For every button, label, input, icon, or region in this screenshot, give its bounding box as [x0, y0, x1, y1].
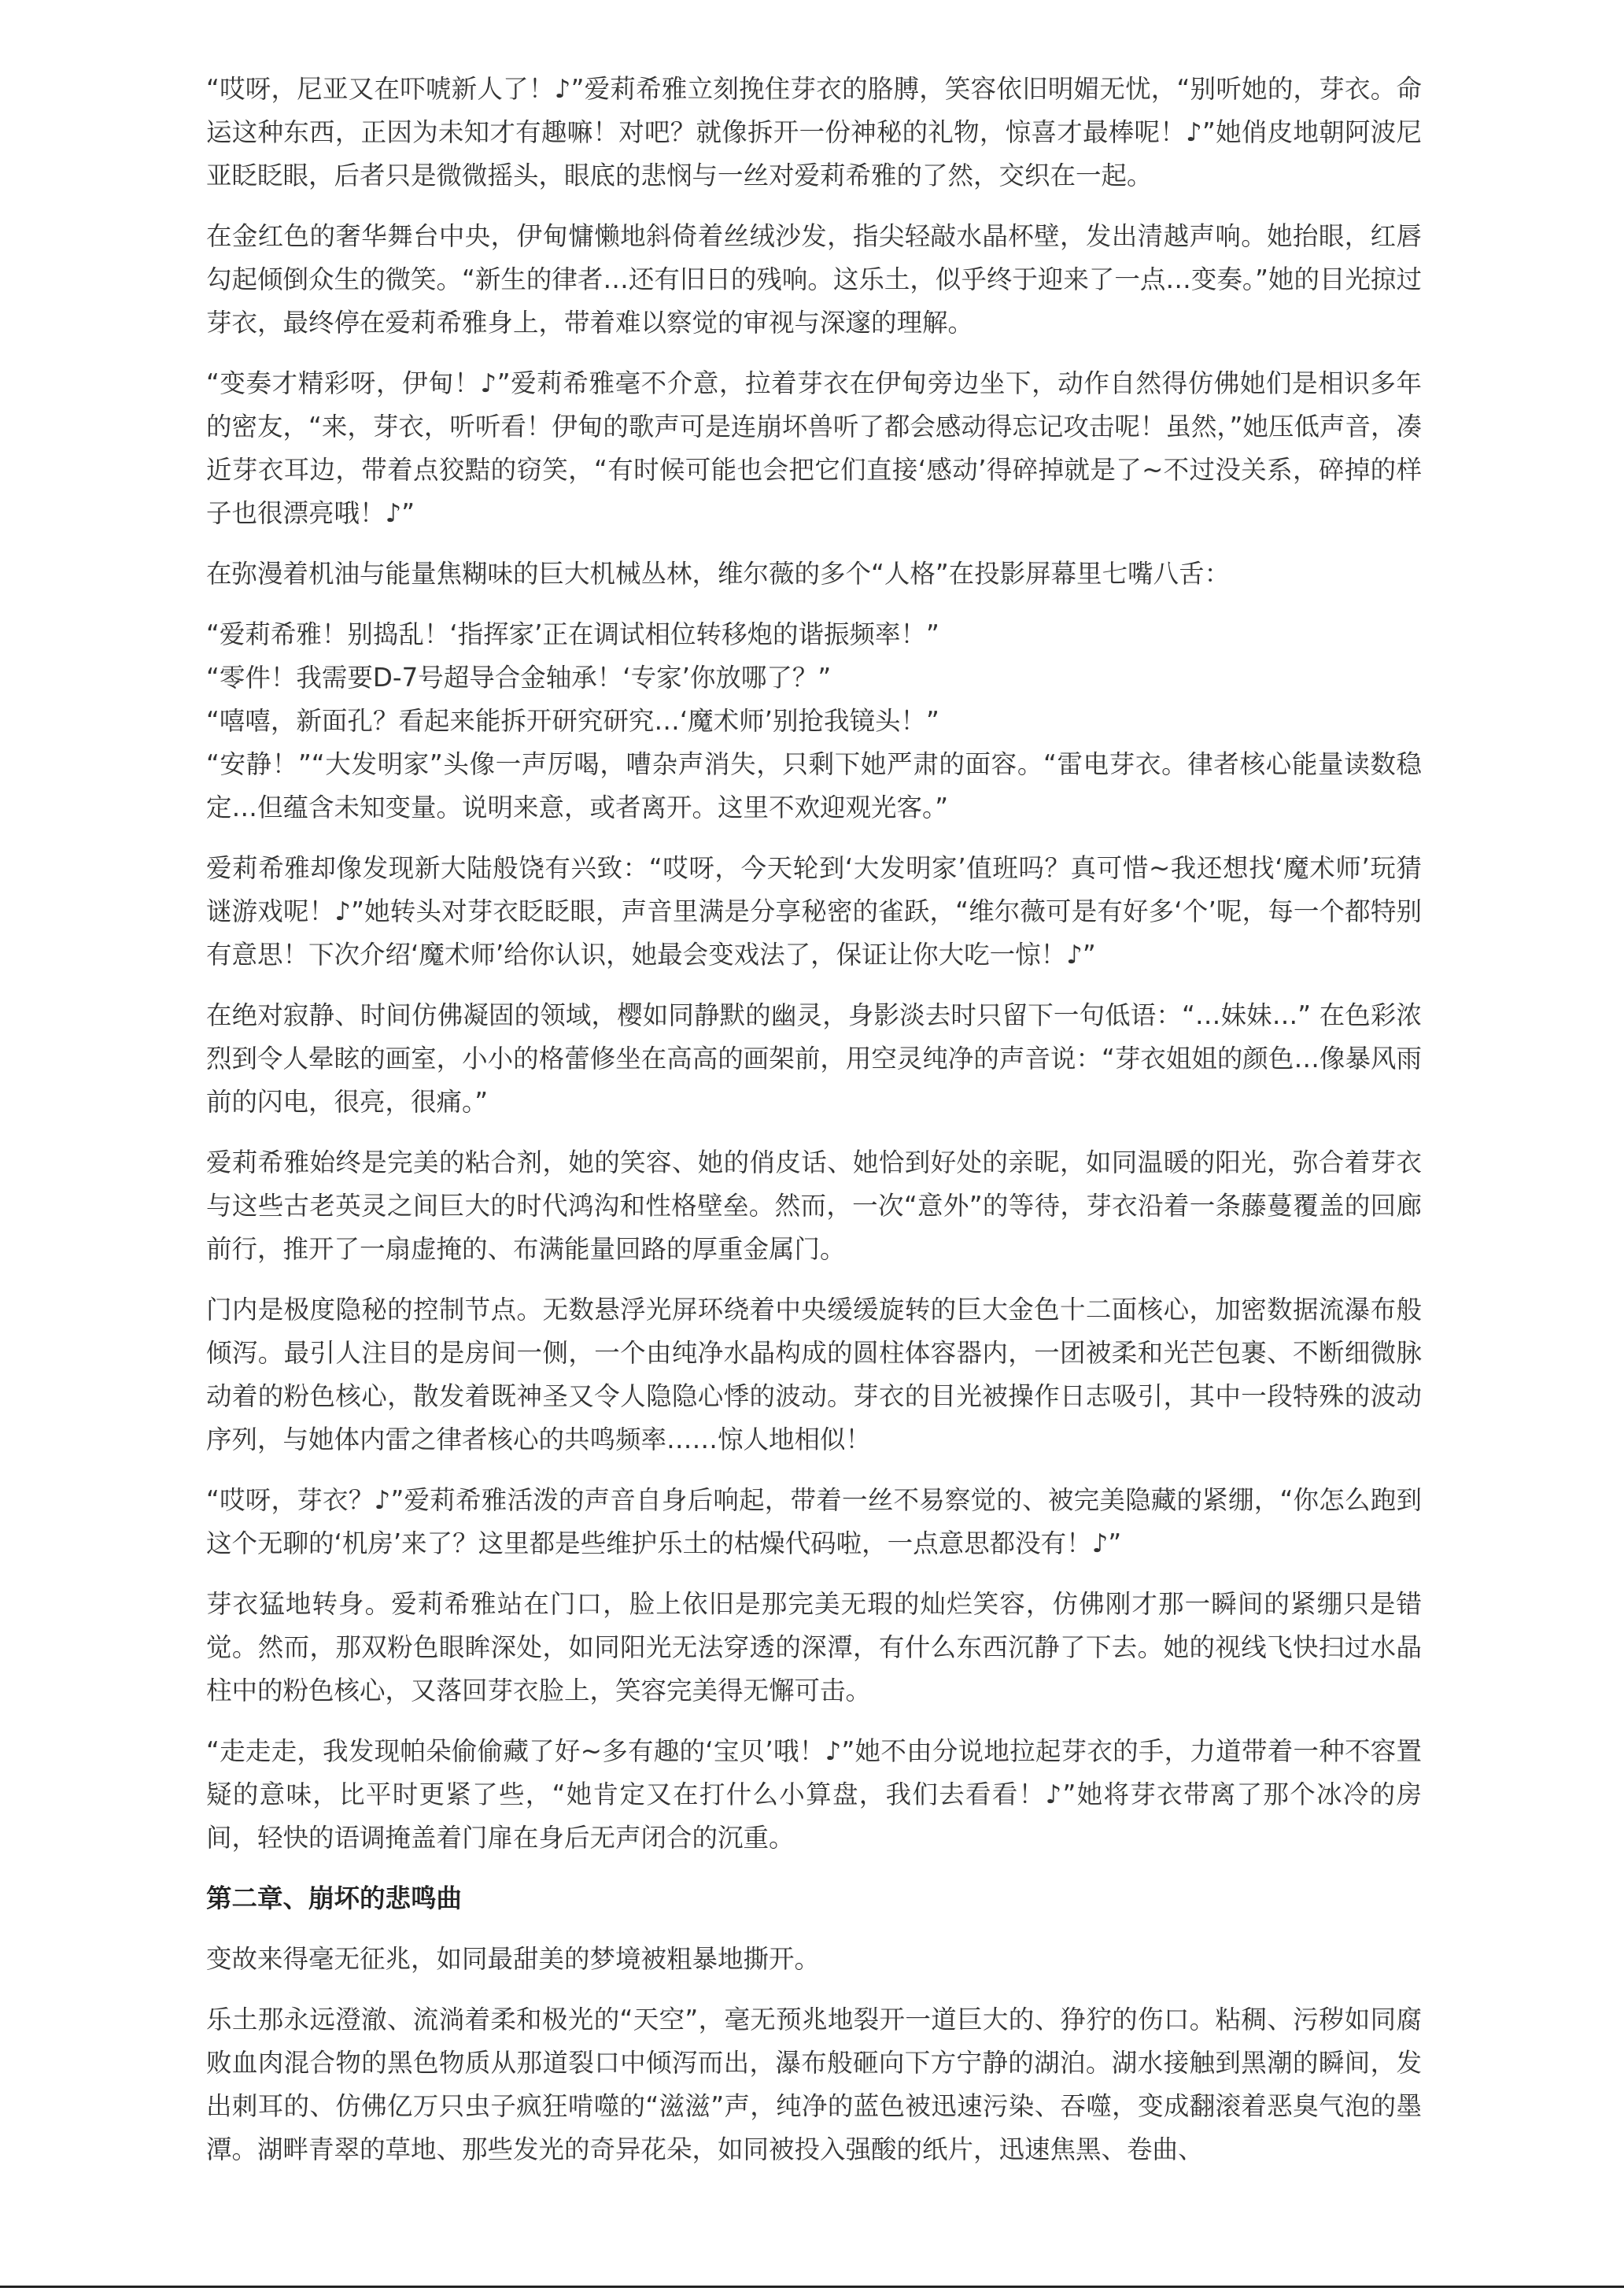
chapter-title: 第二章、崩坏的悲鸣曲	[206, 1883, 463, 1913]
paragraph: 门内是极度隐秘的控制节点。无数悬浮光屏环绕着中央缓缓旋转的巨大金色十二面核心，加密数据流瀑布般倾泻。最引人注目的是房间一侧，一个由纯净水晶构成的圆柱体容器内，一团被柔和光芒包裹、不断细微脉动着的粉色核心，散发着既神圣又令人隐隐心悸的波动。芽衣的目光被操作日志吸引，其中一段特殊的波动序列，与她体内雷之律者核心的共鸣频率……惊人地相似！	[206, 1295, 1422, 1454]
paragraph: 芽衣猛地转身。爱莉希雅站在门口，脸上依旧是那完美无瑕的灿烂笑容，仿佛刚才那一瞬间的紧绷只是错觉。然而，那双粉色眼眸深处，如同阳光无法穿透的深潭，有什么东西沉静了下去。她的视线飞快扫过水晶柱中的粉色核心，又落回芽衣脸上，笑容完美得无懈可击。	[206, 1589, 1422, 1706]
paragraph: 在弥漫着机油与能量焦糊味的巨大机械丛林，维尔薇的多个“人格”在投影屏幕里七嘴八舌：	[206, 559, 1231, 589]
paragraph: 乐土那永远澄澈、流淌着柔和极光的“天空”，毫无预兆地裂开一道巨大的、狰狞的伤口。粘稠、污秽如同腐败血肉混合物的黑色物质从那道裂口中倾泻而出，瀑布般砸向下方宁静的湖泊。湖水接触到黑潮的瞬间，发出刺耳的、仿佛亿万只虫子疯狂啃噬的“滋滋”声，纯净的蓝色被迅速污染、吞噬，变成翻滚着恶臭气泡的墨潭。湖畔青翠的草地、那些发光的奇异花朵，如同被投入强酸的纸片，迅速焦黑、卷曲、	[206, 2005, 1422, 2164]
paragraph: “哎呀，芽衣？♪”爱莉希雅活泼的声音自身后响起，带着一丝不易察觉的、被完美隐藏的紧绷，“你怎么跑到这个无聊的‘机房’来了？这里都是些维护乐土的枯燥代码啦，一点意思都没有！♪”	[206, 1485, 1422, 1558]
dialogue-line: “爱莉希雅！别捣乱！‘指挥家’正在调试相位转移炮的谐振频率！”	[206, 619, 939, 649]
paragraph: 在绝对寂静、时间仿佛凝固的领域，樱如同静默的幽灵，身影淡去时只留下一句低语：“…妹妹…” 在色彩浓烈到令人晕眩的画室，小小的格蕾修坐在高高的画架前，用空灵纯净的声音说：“芽衣姐姐的颜色…像暴风雨前的闪电，很亮，很痛。”	[206, 1000, 1422, 1117]
dialogue-line: “零件！我需要D-7号超导合金轴承！‘专家’你放哪了？”	[206, 663, 832, 693]
paragraph: “走走走，我发现帕朵偷偷藏了好~多有趣的‘宝贝’哦！♪”她不由分说地拉起芽衣的手，力道带着一种不容置疑的意味，比平时更紧了些，“她肯定又在打什么小算盘，我们去看看！♪”她将芽衣带离了那个冰冷的房间，轻快的语调掩盖着门扉在身后无声闭合的沉重。	[206, 1736, 1422, 1853]
document-body	[206, 68, 1422, 2189]
paragraph: 爱莉希雅却像发现新大陆般饶有兴致：“哎呀，今天轮到‘大发明家’值班吗？真可惜~我还想找‘魔术师’玩猜谜游戏呢！♪”她转头对芽衣眨眨眼，声音里满是分享秘密的雀跃，“维尔薇可是有好多‘个’呢，每一个都特别有意思！下次介绍‘魔术师’给你认识，她最会变戏法了，保证让你大吃一惊！♪”	[206, 853, 1422, 970]
paragraph: “哎呀，尼亚又在吓唬新人了！♪”爱莉希雅立刻挽住芽衣的胳膊，笑容依旧明媚无忧，“别听她的，芽衣。命运这种东西，正因为未知才有趣嘛！对吧？就像拆开一份神秘的礼物，惊喜才最棒呢！♪”她俏皮地朝阿波尼亚眨眨眼，后者只是微微摇头，眼底的悲悯与一丝对爱莉希雅的了然，交织在一起。	[206, 74, 1422, 190]
paragraph: 在金红色的奢华舞台中央，伊甸慵懒地斜倚着丝绒沙发，指尖轻敲水晶杯壁，发出清越声响。她抬眼，红唇勾起倾倒众生的微笑。“新生的律者…还有旧日的残响。这乐土，似乎终于迎来了一点…变奏。”她的目光掠过芽衣，最终停在爱莉希雅身上，带着难以察觉的审视与深邃的理解。	[206, 221, 1422, 338]
persona-dialogue-block	[206, 613, 1422, 830]
dialogue-line: “嘻嘻，新面孔？看起来能拆开研究研究…‘魔术师’别抢我镜头！”	[206, 706, 939, 736]
paragraph: “变奏才精彩呀，伊甸！♪”爱莉希雅毫不介意，拉着芽衣在伊甸旁边坐下，动作自然得仿佛她们是相识多年的密友，“来，芽衣，听听看！伊甸的歌声可是连崩坏兽听了都会感动得忘记攻击呢！虽然，”她压低声音，凑近芽衣耳边，带着点狡黠的窃笑，“有时候可能也会把它们直接‘感动’得碎掉就是了~不过没关系，碎掉的样子也很漂亮哦！♪”	[206, 368, 1422, 528]
paragraph: 爱莉希雅始终是完美的粘合剂，她的笑容、她的俏皮话、她恰到好处的亲昵，如同温暖的阳光，弥合着芽衣与这些古老英灵之间巨大的时代鸿沟和性格壁垒。然而，一次“意外”的等待，芽衣沿着一条藤蔓覆盖的回廊前行，推开了一扇虚掩的、布满能量回路的厚重金属门。	[206, 1148, 1422, 1264]
bottom-divider	[0, 2286, 1624, 2288]
dialogue-line: “安静！”“大发明家”头像一声厉喝，嘈杂声消失，只剩下她严肃的面容。“雷电芽衣。律者核心能量读数稳定…但蕴含未知变量。说明来意，或者离开。这里不欢迎观光客。”	[206, 749, 1422, 822]
paragraph: 变故来得毫无征兆，如同最甜美的梦境被粗暴地撕开。	[206, 1944, 821, 1974]
